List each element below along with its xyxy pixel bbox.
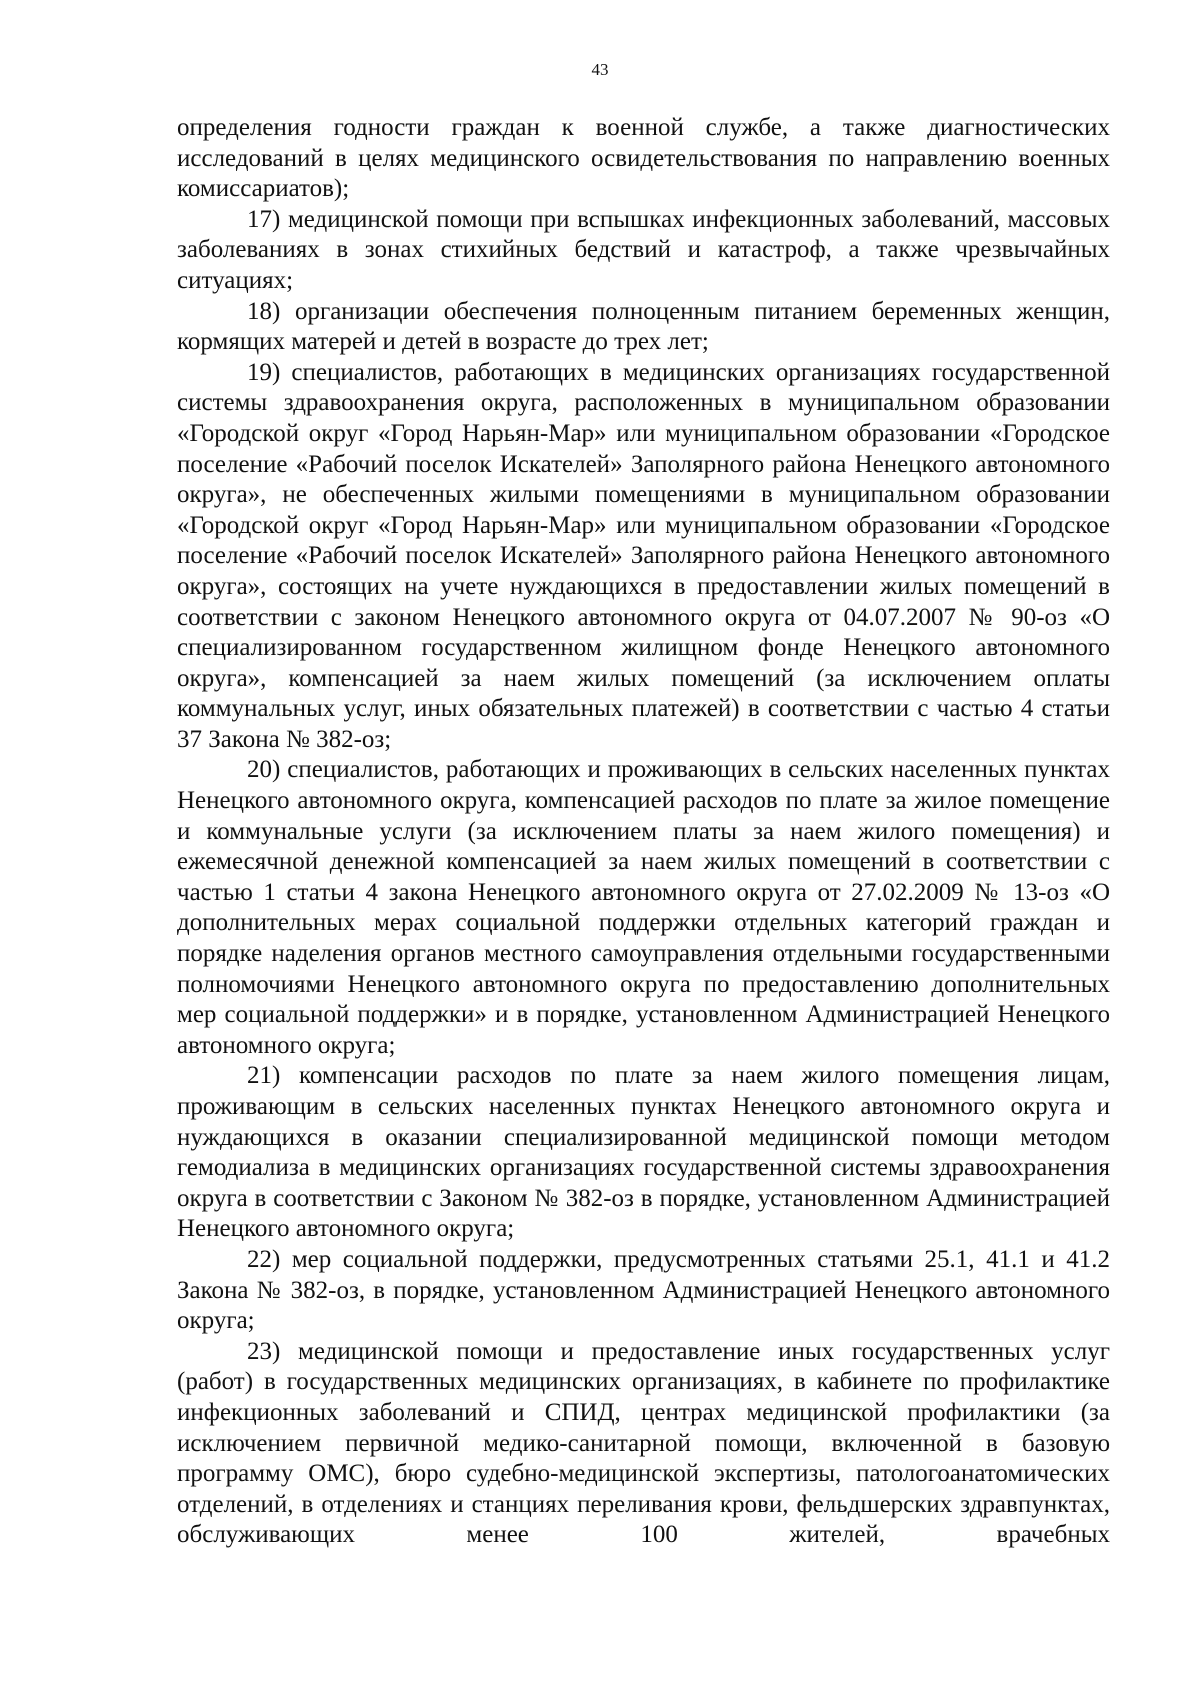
paragraph-continuation: определения годности граждан к военной службе, а также диагностических исследований в целях медицинского освидетельствования по направлению военных комиссариатов); (177, 114, 1110, 203)
paragraph-item-21: 21) компенсации расходов по плате за наем жилого помещения лицам, проживающим в сельских населенных пунктах Ненецкого автономного округа и нуждающихся в оказании специализированной медицинской помощи методом гемодиализа в медицинских организациях государственной системы здравоохранения округа в соответствии с Законом № 382-оз в порядке, установленном Администрацией Ненецкого автономного округа; (177, 1062, 1110, 1243)
paragraph-item-19: 19) специалистов, работающих в медицинских организациях государственной системы здравоохранения округа, расположенных в муниципальном образовании «Городской округ «Город Нарьян-Мар» или муниципальном образовании «Городское поселение «Рабочий поселок Искателей» Заполярного района Ненецкого автономного округа», не обеспеченных жилыми помещениями в муниципальном образовании «Городской округ «Город Нарьян-Мар» или муниципальном образовании «Городское поселение «Рабочий поселок Искателей» Заполярного района Ненецкого автономного округа», состоящих на учете нуждающихся в предоставлении жилых помещений в соответствии с законом Ненецкого автономного округа от 04.07.2007 № 90-оз «О специализированном государственном жилищном фонде Ненецкого автономного округа», компенсацией за наем жилых помещений (за исключением оплаты коммунальных услуг, иных обязательных платежей) в соответствии с частью 4 статьи 37 Закона № 382-оз; (177, 358, 1110, 753)
paragraph-item-23: 23) медицинской помощи и предоставление иных государственных услуг (работ) в государственных медицинских организациях, в кабинете по профилактике инфекционных заболеваний и СПИД, центрах медицинской профилактики (за исключением первичной медико-санитарной помощи, включенной в базовую программу ОМС), бюро судебно-медицинской экспертизы, патологоанатомических отделений, в отделениях и станциях переливания крови, фельдшерских здравпунктах, обслуживающих менее 100 жителей, врачебных (177, 1337, 1110, 1549)
paragraph-item-17: 17) медицинской помощи при вспышках инфекционных заболеваний, массовых заболеваниях в зонах стихийных бедствий и катастроф, а также чрезвычайных ситуациях; (177, 205, 1110, 294)
page-number: 43 (591, 60, 609, 79)
paragraph-item-18: 18) организации обеспечения полноценным питанием беременных женщин, кормящих матерей и детей в возрасте до трех лет; (177, 297, 1110, 356)
document-body (177, 113, 1110, 1551)
paragraph-item-20: 20) специалистов, работающих и проживающих в сельских населенных пунктах Ненецкого автономного округа, компенсацией расходов по плате за жилое помещение и коммунальные услуги (за исключением платы за наем жилого помещения) и ежемесячной денежной компенсацией за наем жилых помещений в соответствии с частью 1 статьи 4 закона Ненецкого автономного округа от 27.02.2009 № 13-оз «О дополнительных мерах социальной поддержки отдельных категорий граждан и порядке наделения органов местного самоуправления отдельными государственными полномочиями Ненецкого автономного округа по предоставлению дополнительных мер социальной поддержки» и в порядке, установленном Администрацией Ненецкого автономного округа; (177, 756, 1110, 1059)
paragraph-item-22: 22) мер социальной поддержки, предусмотренных статьями 25.1, 41.1 и 41.2 Закона № 382-оз, в порядке, установленном Администрацией Ненецкого автономного округа; (177, 1245, 1110, 1335)
